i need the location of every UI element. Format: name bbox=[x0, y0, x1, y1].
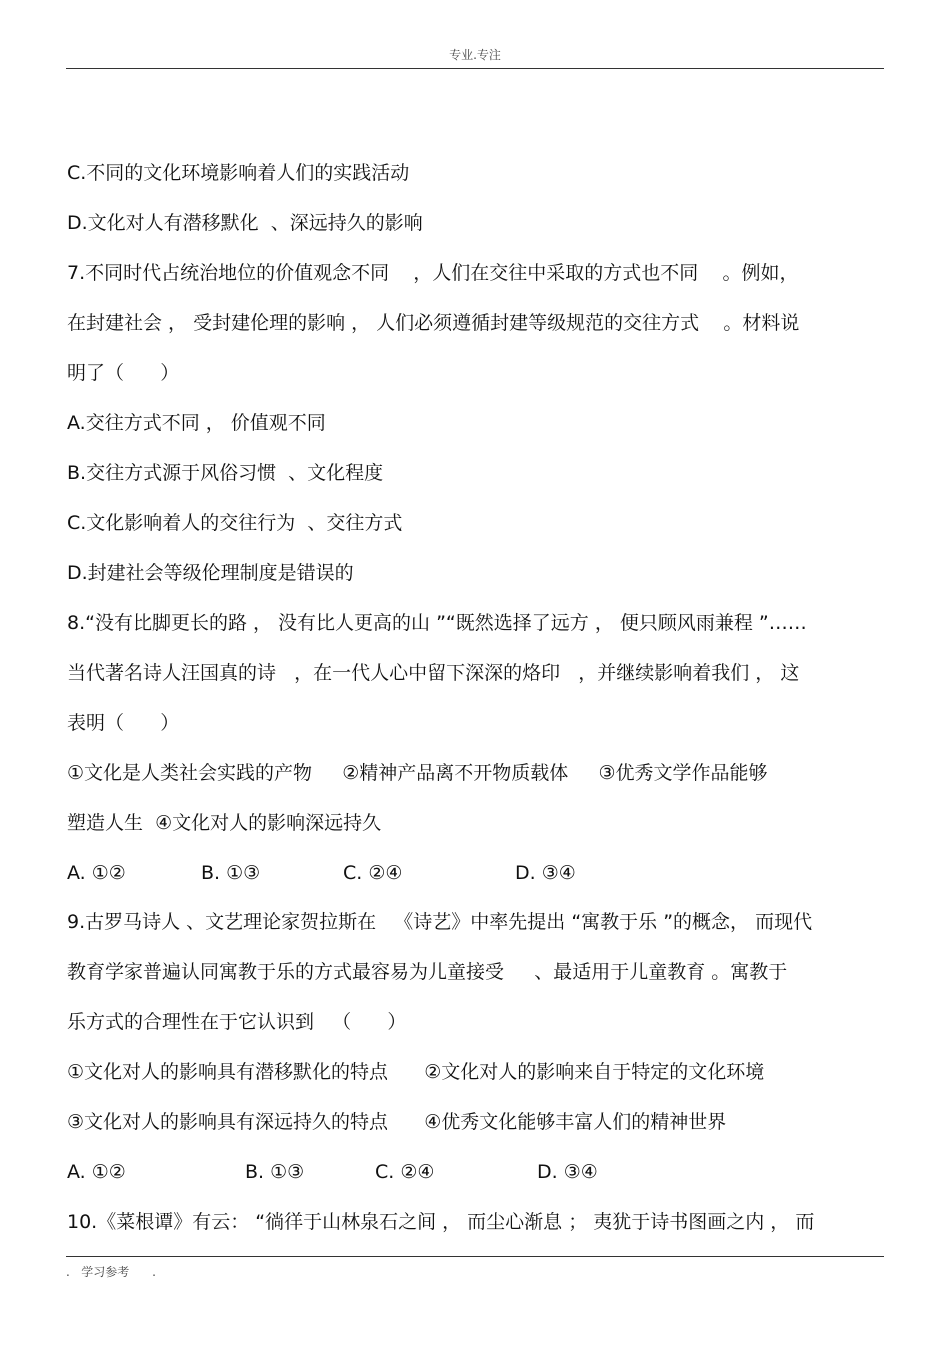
q9-statements-line-2: ③文化对人的影响具有深远持久的特点 ④优秀文化能够丰富人们的精神世界 bbox=[67, 1111, 727, 1133]
q9-option-d: D. ③④ bbox=[537, 1161, 598, 1183]
q9-stem-line-2: 教育学家普遍认同寓教于乐的方式最容易为儿童接受 、最适用于儿童教育 。寓教于 bbox=[67, 961, 788, 983]
q8-statements-line-1: ①文化是人类社会实践的产物 ②精神产品离不开物质载体 ③优秀文学作品能够 bbox=[67, 762, 768, 784]
q7-stem-line-2: 在封建社会 ， 受封建伦理的影响 ， 人们必须遵循封建等级规范的交往方式 。材料说 bbox=[67, 312, 800, 334]
q9-option-c: C. ②④ bbox=[375, 1161, 435, 1183]
q8-statements-line-2: 塑造人生 ④文化对人的影响深远持久 bbox=[67, 812, 382, 834]
q7-option-b: B.交往方式源于风俗习惯 、文化程度 bbox=[67, 462, 384, 484]
q10-stem-line-1: 10.《菜根谭》有云： “徜徉于山林泉石之间 ， 而尘心渐息 ； 夷犹于诗书图画之内 ， 而 bbox=[67, 1211, 815, 1233]
q8-stem-line-3: 表明（ ） bbox=[67, 712, 180, 734]
page-footer: . 学习参考 . bbox=[66, 1265, 156, 1279]
q9-stem-line-1: 9.古罗马诗人 、文艺理论家贺拉斯在 《诗艺》中率先提出 “寓教于乐 ”的概念， 而现代 bbox=[67, 911, 813, 933]
header-rule bbox=[66, 68, 884, 69]
q8-option-a: A. ①② bbox=[67, 862, 126, 884]
q9-option-b: B. ①③ bbox=[245, 1161, 305, 1183]
q9-statements-line-1: ①文化对人的影响具有潜移默化的特点 ②文化对人的影响来自于特定的文化环境 bbox=[67, 1061, 765, 1083]
q7-option-c: C.文化影响着人的交往行为 、交往方式 bbox=[67, 512, 403, 534]
page-header: 专业.专注 bbox=[449, 48, 501, 62]
q7-option-d: D.封建社会等级伦理制度是错误的 bbox=[67, 562, 354, 584]
q7-stem-line-3: 明了（ ） bbox=[67, 362, 180, 384]
q8-stem-line-1: 8.“没有比脚更长的路 ， 没有比人更高的山 ”“既然选择了远方 ， 便只顾风雨兼程 ”…… bbox=[67, 612, 807, 634]
q9-option-a: A. ①② bbox=[67, 1161, 126, 1183]
footer-rule bbox=[66, 1256, 884, 1257]
q7-option-a: A.交往方式不同 ， 价值观不同 bbox=[67, 412, 326, 434]
q6-option-c: C.不同的文化环境影响着人们的实践活动 bbox=[67, 162, 410, 184]
q7-stem-line-1: 7.不同时代占统治地位的价值观念不同 ，人们在交往中采取的方式也不同 。例如， bbox=[67, 262, 799, 284]
q8-option-c: C. ②④ bbox=[343, 862, 403, 884]
q8-option-b: B. ①③ bbox=[201, 862, 261, 884]
q8-stem-line-2: 当代著名诗人汪国真的诗 ，在一代人心中留下深深的烙印 ，并继续影响着我们 ， 这 bbox=[67, 662, 800, 684]
q8-option-d: D. ③④ bbox=[515, 862, 576, 884]
q9-stem-line-3: 乐方式的合理性在于它认识到 （ ） bbox=[67, 1011, 407, 1033]
q6-option-d: D.文化对人有潜移默化 、深远持久的影响 bbox=[67, 212, 423, 234]
